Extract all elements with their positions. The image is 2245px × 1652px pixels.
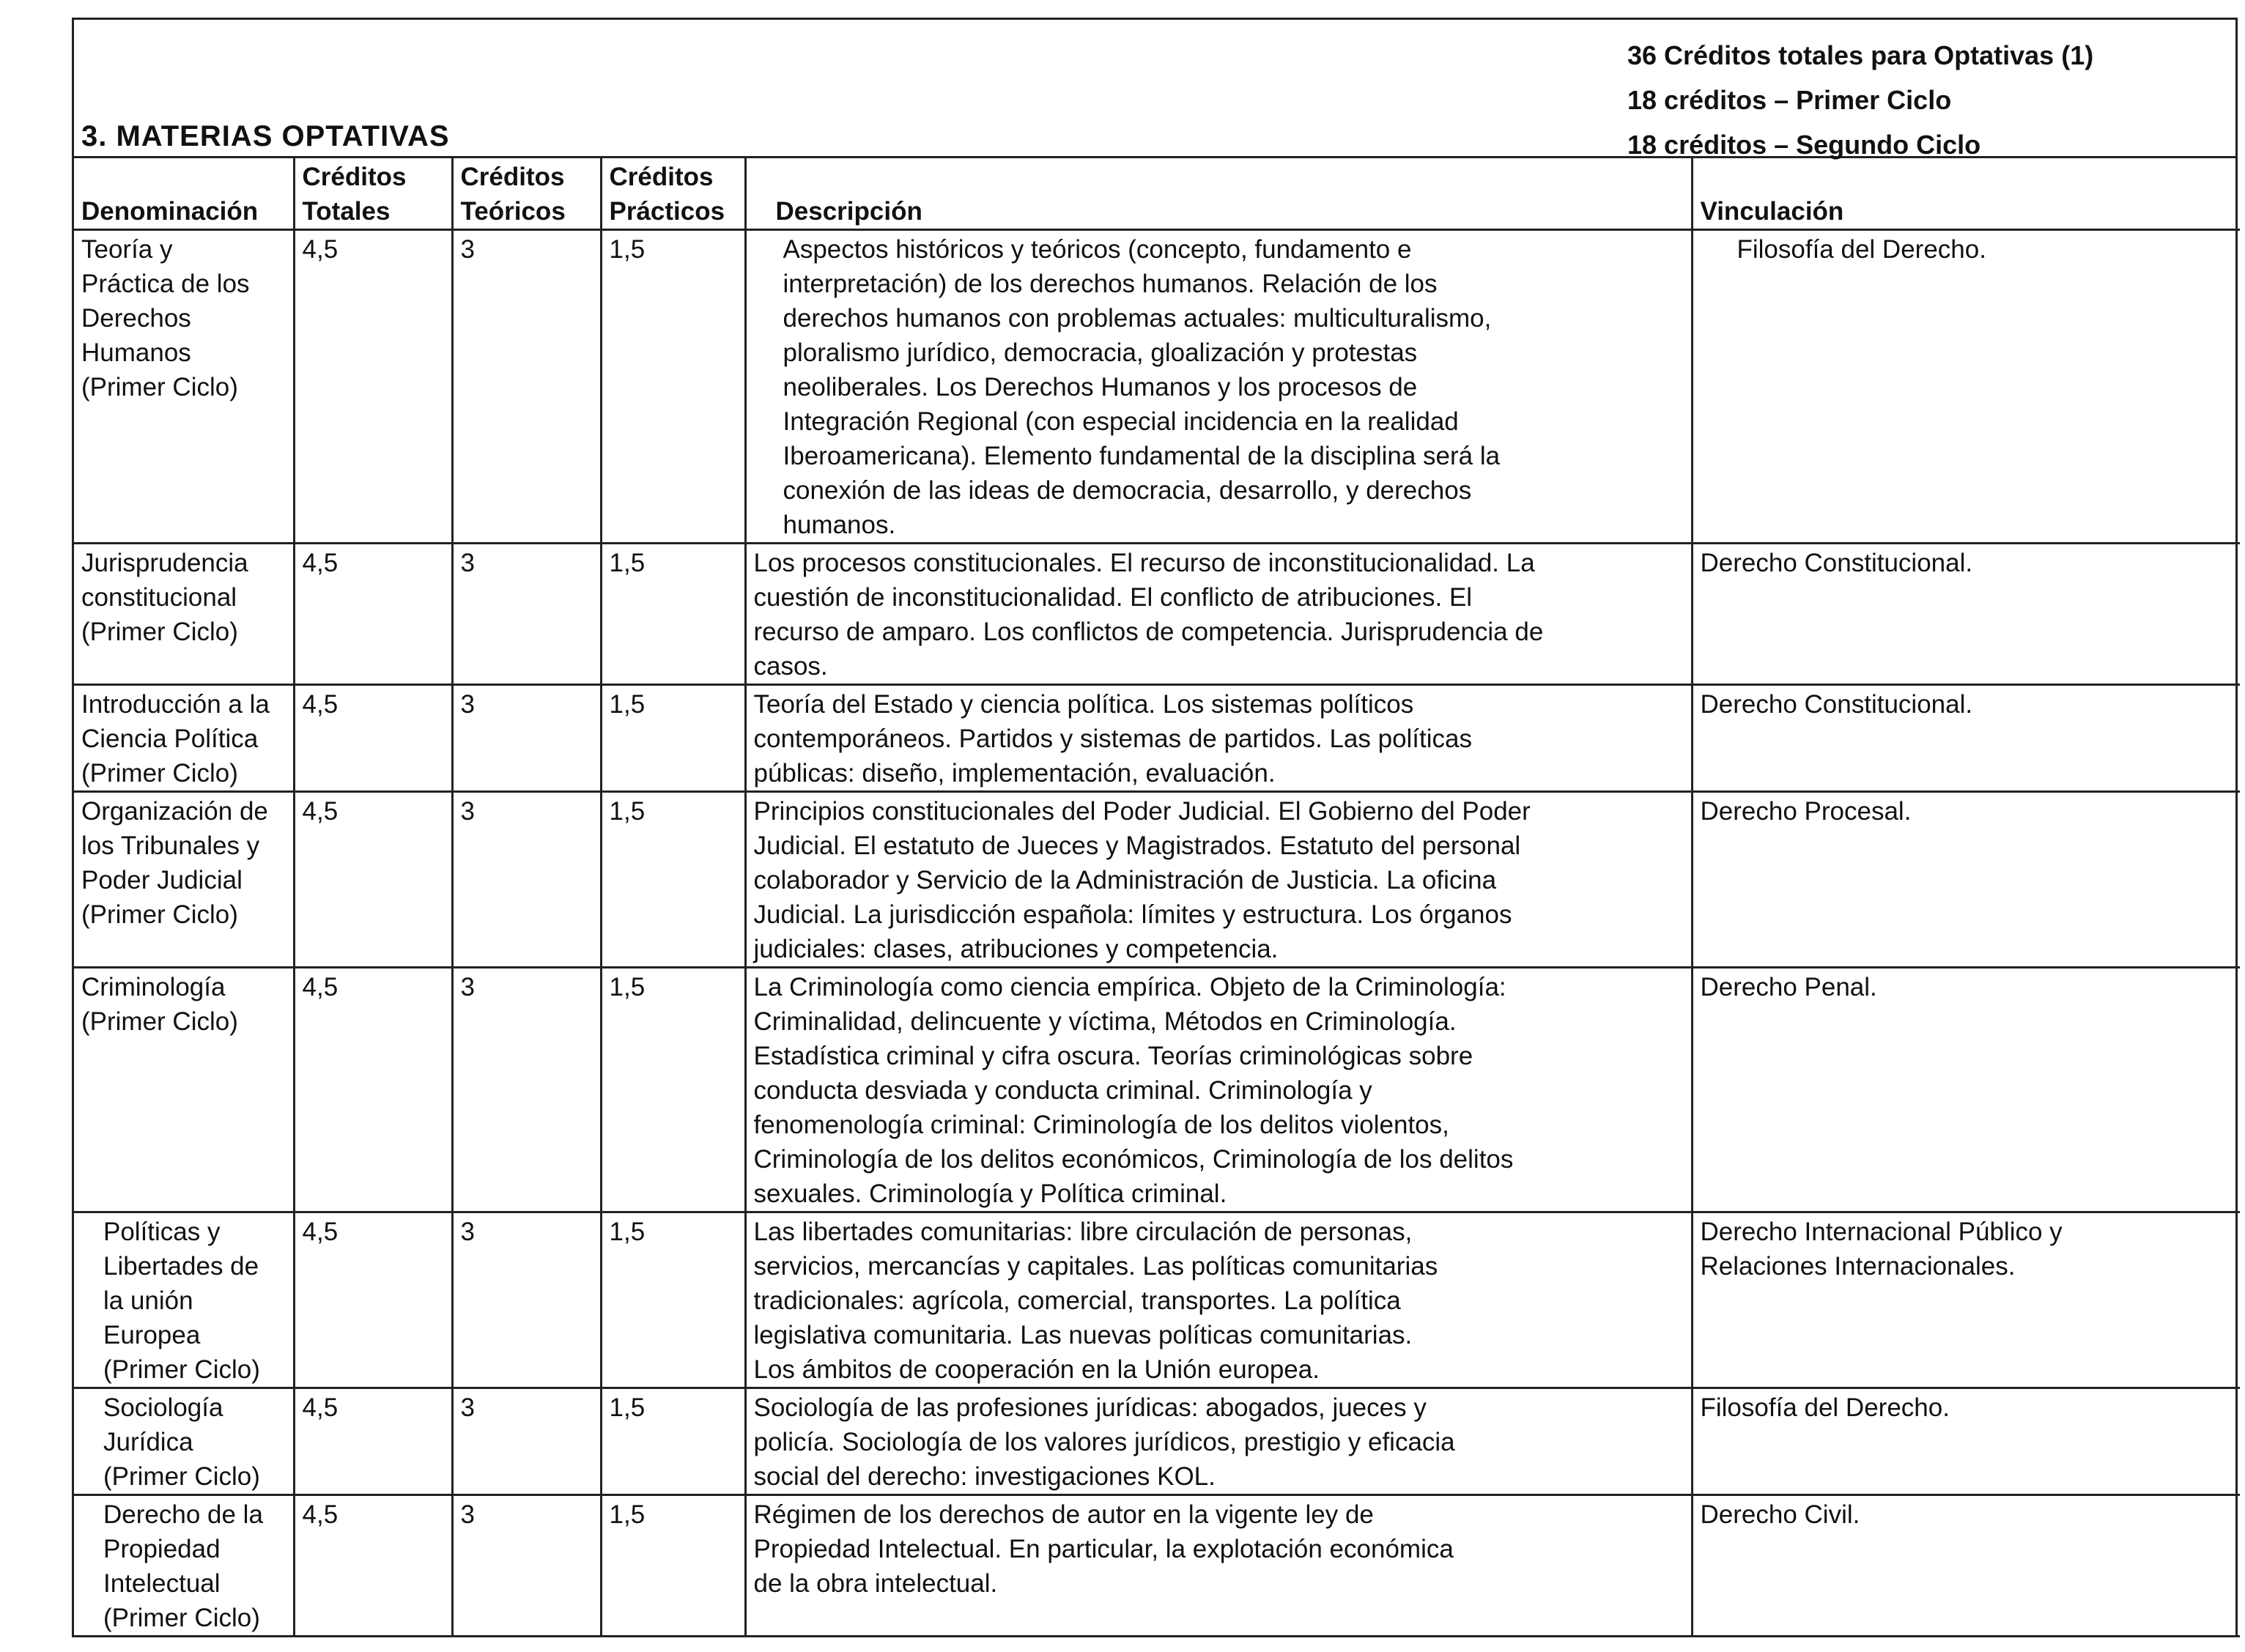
row-creditos-totales: 4,5 xyxy=(294,544,452,685)
credits-total: 36 Créditos totales para Optativas (1) xyxy=(1627,40,2094,70)
row-vinculacion: Derecho Civil. xyxy=(1692,1495,2240,1637)
row-creditos-practicos: 1,5 xyxy=(601,792,745,968)
section-title: 3. MATERIAS OPTATIVAS xyxy=(81,120,450,152)
row-creditos-practicos: 1,5 xyxy=(601,230,745,544)
row-creditos-practicos: 1,5 xyxy=(601,1212,745,1388)
header-creditos-practicos: Créditos Prácticos xyxy=(601,158,745,230)
section-header xyxy=(74,20,2235,158)
row-denominacion: Jurisprudencia constitucional (Primer Ciclo) xyxy=(74,544,294,685)
row-descripcion: Sociología de las profesiones jurídicas: abogados, jueces y policía. Sociología de los valores jurídicos, prestigio y eficacia social del derecho: investigaciones KOL. xyxy=(745,1388,1692,1495)
row-vinculacion: Filosofía del Derecho. xyxy=(1692,1388,2240,1495)
table-row xyxy=(74,1212,2240,1388)
row-creditos-totales: 4,5 xyxy=(294,230,452,544)
row-creditos-teoricos: 3 xyxy=(452,1212,601,1388)
row-creditos-practicos: 1,5 xyxy=(601,544,745,685)
row-creditos-teoricos: 3 xyxy=(452,792,601,968)
table-row xyxy=(74,230,2240,544)
table-header-row xyxy=(74,158,2240,230)
row-creditos-totales: 4,5 xyxy=(294,792,452,968)
row-creditos-teoricos: 3 xyxy=(452,968,601,1212)
credits-summary xyxy=(1627,33,2093,167)
row-denominacion: Derecho de la Propiedad Intelectual (Primer Ciclo) xyxy=(74,1495,294,1637)
row-vinculacion: Derecho Internacional Público y Relaciones Internacionales. xyxy=(1692,1212,2240,1388)
row-creditos-practicos: 1,5 xyxy=(601,1388,745,1495)
row-descripcion: Los procesos constitucionales. El recurso de inconstitucionalidad. La cuestión de inconstitucionalidad. El conflicto de atribuciones. El recurso de amparo. Los conflictos de competencia. Jurisprudencia de casos. xyxy=(745,544,1692,685)
row-creditos-totales: 4,5 xyxy=(294,685,452,792)
row-creditos-totales: 4,5 xyxy=(294,968,452,1212)
row-denominacion: Introducción a la Ciencia Política (Primer Ciclo) xyxy=(74,685,294,792)
row-denominacion: Sociología Jurídica (Primer Ciclo) xyxy=(74,1388,294,1495)
row-vinculacion: Derecho Constitucional. xyxy=(1692,544,2240,685)
row-creditos-totales: 4,5 xyxy=(294,1212,452,1388)
credits-first-cycle: 18 créditos – Primer Ciclo xyxy=(1627,85,1952,115)
credits-second-cycle: 18 créditos – Segundo Ciclo xyxy=(1627,130,1981,160)
row-creditos-teoricos: 3 xyxy=(452,544,601,685)
row-denominacion: Teoría y Práctica de los Derechos Humanos (Primer Ciclo) xyxy=(74,230,294,544)
row-creditos-practicos: 1,5 xyxy=(601,685,745,792)
row-creditos-totales: 4,5 xyxy=(294,1388,452,1495)
row-creditos-practicos: 1,5 xyxy=(601,1495,745,1637)
table-row xyxy=(74,685,2240,792)
row-creditos-totales: 4,5 xyxy=(294,1495,452,1637)
row-descripcion: Aspectos históricos y teóricos (concepto, fundamento e interpretación) de los derechos humanos. Relación de los derechos humanos con problemas actuales: multiculturalismo, ploralismo jurídico, democracia, gloalización y protestas neoliberales. Los Derechos Humanos y los procesos de Integración Regional (con especial incidencia en la realidad Iberoamericana). Elemento fundamental de la disciplina será la conexión de las ideas de democracia, desarrollo, y derechos humanos. xyxy=(745,230,1692,544)
row-descripcion: Teoría del Estado y ciencia política. Los sistemas políticos contemporáneos. Partidos y sistemas de partidos. Las políticas públicas: diseño, implementación, evaluación. xyxy=(745,685,1692,792)
row-denominacion: Políticas y Libertades de la unión Europea (Primer Ciclo) xyxy=(74,1212,294,1388)
table-row xyxy=(74,1388,2240,1495)
row-creditos-teoricos: 3 xyxy=(452,230,601,544)
header-vinculacion: Vinculación xyxy=(1692,158,2240,230)
table-row xyxy=(74,792,2240,968)
table-row xyxy=(74,1495,2240,1637)
row-denominacion: Criminología (Primer Ciclo) xyxy=(74,968,294,1212)
optativas-table xyxy=(74,158,2240,1637)
row-denominacion: Organización de los Tribunales y Poder Judicial (Primer Ciclo) xyxy=(74,792,294,968)
header-denominacion: Denominación xyxy=(74,158,294,230)
row-descripcion: Las libertades comunitarias: libre circulación de personas, servicios, mercancías y capitales. Las políticas comunitarias tradicionales: agrícola, comercial, transportes. La política legislativa comunitaria. Las nuevas políticas comunitarias. Los ámbitos de cooperación en la Unión europea. xyxy=(745,1212,1692,1388)
row-vinculacion: Derecho Procesal. xyxy=(1692,792,2240,968)
row-creditos-practicos: 1,5 xyxy=(601,968,745,1212)
row-vinculacion: Derecho Penal. xyxy=(1692,968,2240,1212)
header-creditos-teoricos: Créditos Teóricos xyxy=(452,158,601,230)
row-creditos-teoricos: 3 xyxy=(452,685,601,792)
row-descripcion: Régimen de los derechos de autor en la vigente ley de Propiedad Intelectual. En particular, la explotación económica de la obra intelectual. xyxy=(745,1495,1692,1637)
table-row xyxy=(74,544,2240,685)
header-creditos-totales: Créditos Totales xyxy=(294,158,452,230)
row-vinculacion: Derecho Constitucional. xyxy=(1692,685,2240,792)
row-descripcion: Principios constitucionales del Poder Judicial. El Gobierno del Poder Judicial. El estatuto de Jueces y Magistrados. Estatuto del personal colaborador y Servicio de la Administración de Justicia. La oficina Judicial. La jurisdicción española: límites y estructura. Los órganos judiciales: clases, atribuciones y competencia. xyxy=(745,792,1692,968)
optativas-sheet xyxy=(72,18,2238,1637)
row-creditos-teoricos: 3 xyxy=(452,1388,601,1495)
row-vinculacion: Filosofía del Derecho. xyxy=(1692,230,2240,544)
row-descripcion: La Criminología como ciencia empírica. Objeto de la Criminología: Criminalidad, delincuente y víctima, Métodos en Criminología. Estadística criminal y cifra oscura. Teorías criminológicas sobre conducta desviada y conducta criminal. Criminología y fenomenología criminal: Criminología de los delitos violentos, Criminología de los delitos económicos, Criminología de los delitos sexuales. Criminología y Política criminal. xyxy=(745,968,1692,1212)
row-creditos-teoricos: 3 xyxy=(452,1495,601,1637)
table-row xyxy=(74,968,2240,1212)
header-descripcion: Descripción xyxy=(745,158,1692,230)
